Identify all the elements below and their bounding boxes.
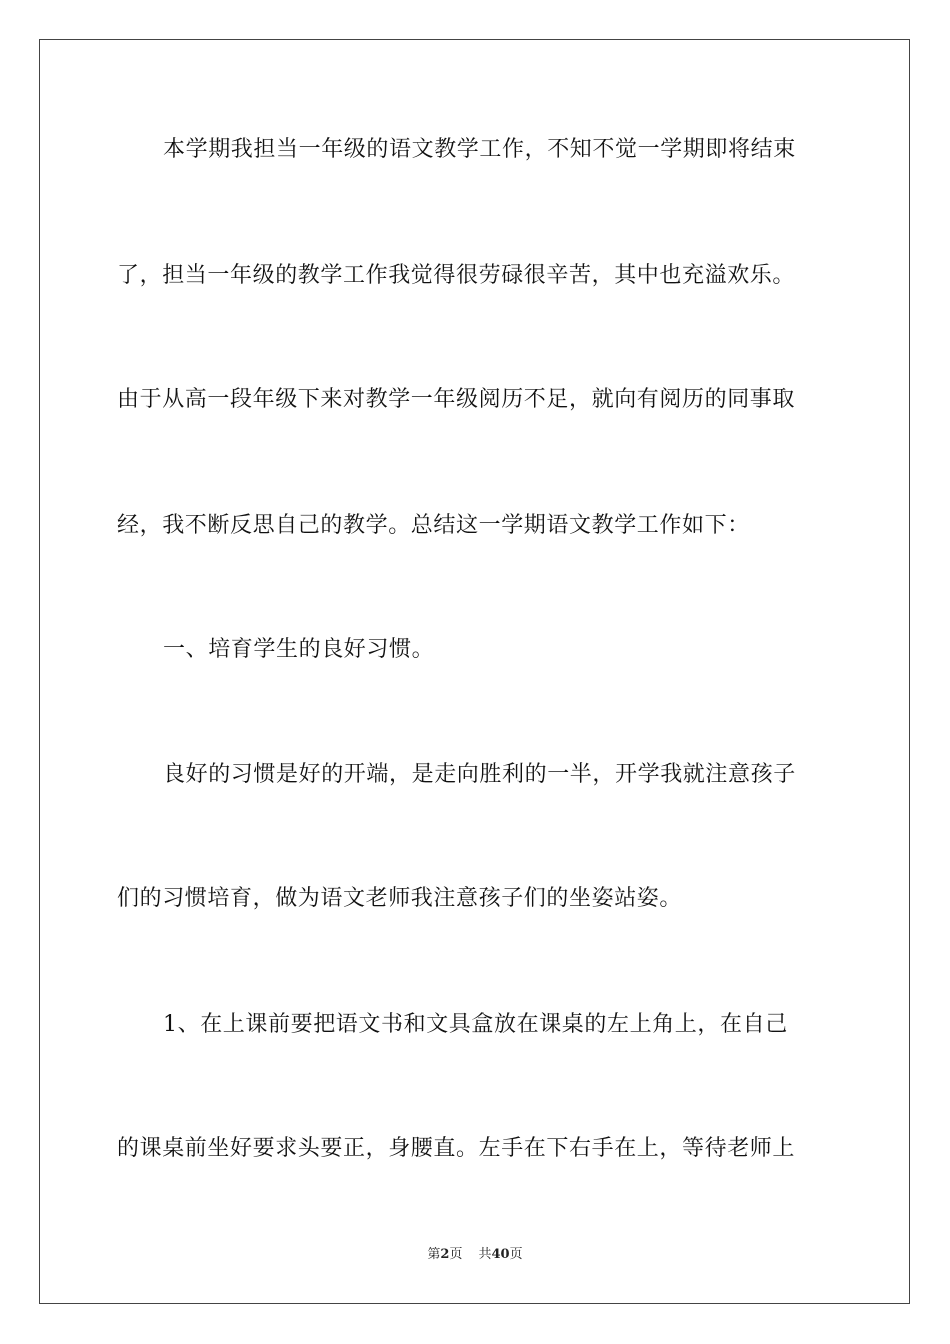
page-number: 2 [440,1247,450,1262]
paragraph-line-1: 本学期我担当一年级的语文教学工作，不知不觉一学期即将结束 [163,137,796,162]
paragraph-line-3: 由于从高一段年级下来对教学一年级阅历不足，就向有阅历的同事取 [117,387,796,412]
section-heading: 一、培育学生的良好习惯。 [163,637,435,662]
page-footer [0,1246,950,1264]
page-suffix: 页 [449,1247,463,1262]
paragraph-line-8: 的课桌前坐好要求头要正，身腰直。左手在下右手在上，等待老师上 [117,1136,796,1161]
page-border [39,39,910,1304]
paragraph-line-5: 良好的习惯是好的开端，是走向胜利的一半，开学我就注意孩子 [163,762,796,787]
paragraph-line-2: 了，担当一年级的教学工作我觉得很劳碌很辛苦，其中也充溢欢乐。 [117,263,796,288]
total-prefix: 共 [478,1247,492,1262]
paragraph-line-4: 经，我不断反思自己的教学。总结这一学期语文教学工作如下： [117,513,750,538]
paragraph-line-6: 们的习惯培育，做为语文老师我注意孩子们的坐姿站姿。 [117,886,683,911]
total-pages: 40 [491,1247,510,1262]
paragraph-line-7: 1、在上课前要把语文书和文具盒放在课桌的左上角上，在自己 [163,1012,788,1037]
page-prefix: 第 [427,1247,441,1262]
total-suffix: 页 [509,1247,523,1262]
